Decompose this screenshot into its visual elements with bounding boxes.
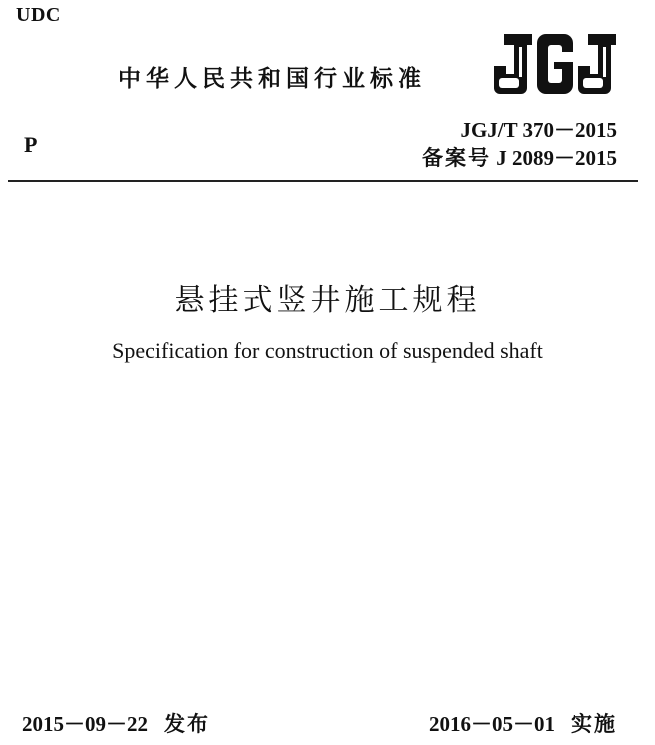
udc-label: UDC: [16, 4, 61, 26]
header-divider: [8, 180, 638, 182]
issue-date: 2015－09－22: [22, 712, 148, 736]
record-number: J 2089－2015: [496, 146, 617, 170]
classification-code: P: [24, 132, 38, 157]
record-number-label: 备案号: [422, 146, 491, 170]
implementation-date-line: [429, 708, 617, 738]
implementation-label: 实施: [571, 712, 617, 736]
english-title: Specification for construction of suspended shaft: [112, 338, 543, 363]
chinese-title: 悬挂式竖井施工规程: [174, 283, 481, 318]
industry-standard-heading: 中华人民共和国行业标准: [118, 66, 426, 92]
jgj-logo: [490, 30, 620, 100]
standard-number: JGJ/T 370－2015: [460, 118, 617, 142]
record-number-line: [422, 142, 617, 172]
issue-label: 发布: [164, 712, 210, 736]
issue-date-line: [22, 708, 210, 738]
implementation-date: 2016－05－01: [429, 712, 555, 736]
